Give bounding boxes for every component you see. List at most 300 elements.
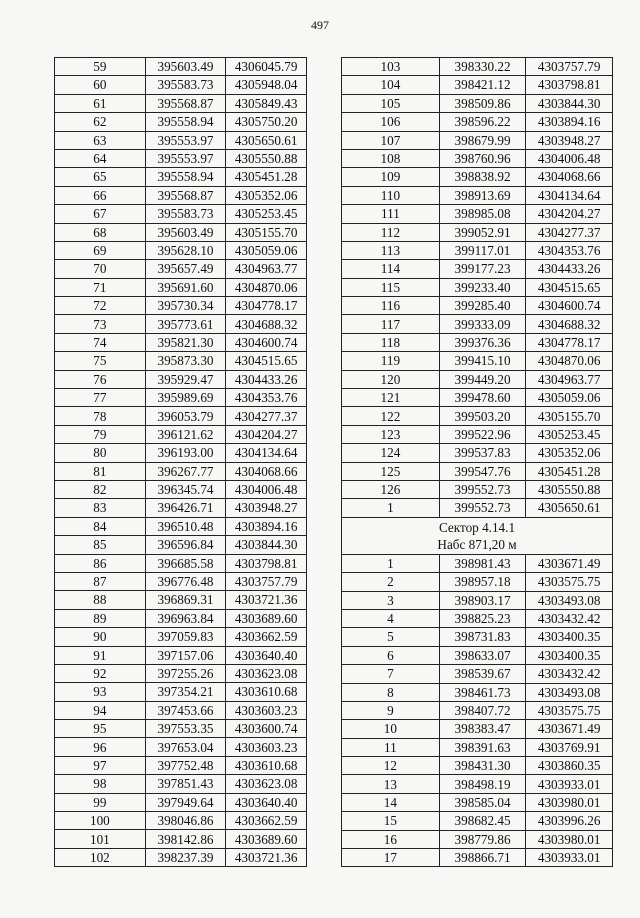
table-row [342,425,613,443]
table-row [342,333,613,351]
point-number-cell: 114 [342,260,440,278]
x-coordinate-cell: 398391.63 [439,738,526,756]
y-coordinate-cell: 4306045.79 [226,58,307,76]
table-row [342,444,613,462]
x-coordinate-cell: 398682.45 [439,812,526,830]
table-row [55,278,307,296]
y-coordinate-cell: 4303721.36 [226,848,307,866]
x-coordinate-cell: 399415.10 [439,352,526,370]
point-number-cell: 79 [55,425,146,443]
y-coordinate-cell: 4304778.17 [226,297,307,315]
point-number-cell: 93 [55,683,146,701]
point-number-cell: 88 [55,591,146,609]
y-coordinate-cell: 4303980.01 [526,830,613,848]
point-number-cell: 123 [342,425,440,443]
x-coordinate-cell: 395583.73 [145,76,226,94]
x-coordinate-cell: 398633.07 [439,646,526,664]
x-coordinate-cell: 398142.86 [145,830,226,848]
point-number-cell: 105 [342,94,440,112]
y-coordinate-cell: 4303894.16 [526,113,613,131]
x-coordinate-cell: 399376.36 [439,333,526,351]
table-row [342,260,613,278]
y-coordinate-cell: 4305155.70 [526,407,613,425]
y-coordinate-cell: 4303671.49 [526,554,613,572]
point-number-cell: 67 [55,205,146,223]
y-coordinate-cell: 4304870.06 [526,352,613,370]
table-row [55,94,307,112]
x-coordinate-cell: 395558.94 [145,113,226,131]
point-number-cell: 97 [55,756,146,774]
point-number-cell: 5 [342,628,440,646]
table-row [342,830,613,848]
point-number-cell: 64 [55,149,146,167]
point-number-cell: 111 [342,205,440,223]
x-coordinate-cell: 397553.35 [145,720,226,738]
y-coordinate-cell: 4303610.68 [226,756,307,774]
table-row [342,665,613,683]
x-coordinate-cell: 397851.43 [145,775,226,793]
x-coordinate-cell: 395821.30 [145,333,226,351]
x-coordinate-cell: 395603.49 [145,223,226,241]
point-number-cell: 78 [55,407,146,425]
x-coordinate-cell: 398838.92 [439,168,526,186]
table-row [55,205,307,223]
x-coordinate-cell: 398679.99 [439,131,526,149]
point-number-cell: 108 [342,149,440,167]
point-number-cell: 9 [342,701,440,719]
x-coordinate-cell: 395583.73 [145,205,226,223]
y-coordinate-cell: 4304277.37 [526,223,613,241]
table-row [55,186,307,204]
table-row [55,628,307,646]
table-row [342,407,613,425]
point-number-cell: 70 [55,260,146,278]
y-coordinate-cell: 4303689.60 [226,609,307,627]
y-coordinate-cell: 4305155.70 [226,223,307,241]
point-number-cell: 115 [342,278,440,296]
table-row [55,425,307,443]
x-coordinate-cell: 399503.20 [439,407,526,425]
y-coordinate-cell: 4303575.75 [526,573,613,591]
x-coordinate-cell: 397255.26 [145,664,226,682]
y-coordinate-cell: 4304068.66 [226,462,307,480]
x-coordinate-cell: 398825.23 [439,609,526,627]
x-coordinate-cell: 395873.30 [145,352,226,370]
table-row [342,297,613,315]
x-coordinate-cell: 398779.86 [439,830,526,848]
table-row [342,241,613,259]
x-coordinate-cell: 399478.60 [439,389,526,407]
y-coordinate-cell: 4305253.45 [526,425,613,443]
x-coordinate-cell: 398407.72 [439,701,526,719]
x-coordinate-cell: 397453.66 [145,701,226,719]
point-number-cell: 17 [342,849,440,867]
x-coordinate-cell: 395989.69 [145,389,226,407]
x-coordinate-cell: 398866.71 [439,849,526,867]
x-coordinate-cell: 395568.87 [145,94,226,112]
y-coordinate-cell: 4303894.16 [226,517,307,535]
x-coordinate-cell: 396596.84 [145,536,226,554]
table-row [342,223,613,241]
y-coordinate-cell: 4304353.76 [526,241,613,259]
y-coordinate-cell: 4303948.27 [526,131,613,149]
table-row [55,591,307,609]
table-row [342,499,613,517]
point-number-cell: 85 [55,536,146,554]
y-coordinate-cell: 4303400.35 [526,628,613,646]
y-coordinate-cell: 4303844.30 [526,94,613,112]
table-row [342,793,613,811]
y-coordinate-cell: 4304870.06 [226,278,307,296]
table-row [55,241,307,259]
x-coordinate-cell: 398046.86 [145,812,226,830]
x-coordinate-cell: 399552.73 [439,499,526,517]
point-number-cell: 12 [342,757,440,775]
point-number-cell: 69 [55,241,146,259]
x-coordinate-cell: 399285.40 [439,297,526,315]
y-coordinate-cell: 4303860.35 [526,757,613,775]
table-row [342,462,613,480]
table-row [342,738,613,756]
x-coordinate-cell: 398498.19 [439,775,526,793]
point-number-cell: 100 [55,812,146,830]
y-coordinate-cell: 4303689.60 [226,830,307,848]
y-coordinate-cell: 4304204.27 [226,425,307,443]
x-coordinate-cell: 398431.30 [439,757,526,775]
y-coordinate-cell: 4305059.06 [226,241,307,259]
table-row [55,793,307,811]
y-coordinate-cell: 4304600.74 [526,297,613,315]
point-number-cell: 112 [342,223,440,241]
y-coordinate-cell: 4303662.59 [226,812,307,830]
y-coordinate-cell: 4305451.28 [226,168,307,186]
y-coordinate-cell: 4304688.32 [526,315,613,333]
point-number-cell: 60 [55,76,146,94]
point-number-cell: 125 [342,462,440,480]
y-coordinate-cell: 4305059.06 [526,389,613,407]
table-row [342,168,613,186]
point-number-cell: 65 [55,168,146,186]
x-coordinate-cell: 395730.34 [145,297,226,315]
y-coordinate-cell: 4303933.01 [526,775,613,793]
y-coordinate-cell: 4303603.23 [226,701,307,719]
y-coordinate-cell: 4303640.40 [226,793,307,811]
table-row [55,352,307,370]
y-coordinate-cell: 4303933.01 [526,849,613,867]
point-number-cell: 16 [342,830,440,848]
x-coordinate-cell: 398509.86 [439,94,526,112]
table-row [55,536,307,554]
x-coordinate-cell: 396121.62 [145,425,226,443]
y-coordinate-cell: 4304134.64 [226,444,307,462]
point-number-cell: 68 [55,223,146,241]
point-number-cell: 103 [342,58,440,76]
point-number-cell: 109 [342,168,440,186]
y-coordinate-cell: 4304433.26 [226,370,307,388]
point-number-cell: 91 [55,646,146,664]
y-coordinate-cell: 4305451.28 [526,462,613,480]
y-coordinate-cell: 4303600.74 [226,720,307,738]
table-row [55,830,307,848]
table-row [342,76,613,94]
x-coordinate-cell: 398383.47 [439,720,526,738]
y-coordinate-cell: 4305650.61 [226,131,307,149]
x-coordinate-cell: 398596.22 [439,113,526,131]
point-number-cell: 6 [342,646,440,664]
table-row [342,849,613,867]
table-row [342,775,613,793]
point-number-cell: 73 [55,315,146,333]
point-number-cell: 8 [342,683,440,701]
x-coordinate-cell: 395628.10 [145,241,226,259]
y-coordinate-cell: 4304688.32 [226,315,307,333]
x-coordinate-cell: 395929.47 [145,370,226,388]
table-row [55,480,307,498]
table-row [55,720,307,738]
table-row [55,223,307,241]
table-row [55,444,307,462]
x-coordinate-cell: 395553.97 [145,131,226,149]
x-coordinate-cell: 398421.12 [439,76,526,94]
table-row [55,646,307,664]
y-coordinate-cell: 4305750.20 [226,113,307,131]
point-number-cell: 126 [342,480,440,498]
table-row [55,462,307,480]
table-row [55,701,307,719]
y-coordinate-cell: 4304006.48 [526,149,613,167]
point-number-cell: 118 [342,333,440,351]
table-row [55,554,307,572]
y-coordinate-cell: 4303757.79 [526,58,613,76]
table-row [55,609,307,627]
y-coordinate-cell: 4303493.08 [526,591,613,609]
y-coordinate-cell: 4303623.08 [226,775,307,793]
y-coordinate-cell: 4303575.75 [526,701,613,719]
table-row [342,573,613,591]
coordinates-table-left [54,57,307,867]
table-row [342,609,613,627]
point-number-cell: 101 [55,830,146,848]
y-coordinate-cell: 4303493.08 [526,683,613,701]
x-coordinate-cell: 399552.73 [439,480,526,498]
x-coordinate-cell: 397653.04 [145,738,226,756]
x-coordinate-cell: 398903.17 [439,591,526,609]
y-coordinate-cell: 4304433.26 [526,260,613,278]
y-coordinate-cell: 4305352.06 [226,186,307,204]
point-number-cell: 113 [342,241,440,259]
x-coordinate-cell: 397752.48 [145,756,226,774]
table-row [342,352,613,370]
x-coordinate-cell: 395568.87 [145,186,226,204]
point-number-cell: 10 [342,720,440,738]
point-number-cell: 83 [55,499,146,517]
table-row [342,94,613,112]
x-coordinate-cell: 398461.73 [439,683,526,701]
point-number-cell: 86 [55,554,146,572]
x-coordinate-cell: 398237.39 [145,848,226,866]
table-row [55,683,307,701]
point-number-cell: 66 [55,186,146,204]
point-number-cell: 90 [55,628,146,646]
point-number-cell: 122 [342,407,440,425]
x-coordinate-cell: 396053.79 [145,407,226,425]
table-row [55,113,307,131]
table-row [342,757,613,775]
x-coordinate-cell: 399333.09 [439,315,526,333]
x-coordinate-cell: 398330.22 [439,58,526,76]
table-row [342,370,613,388]
y-coordinate-cell: 4304068.66 [526,168,613,186]
x-coordinate-cell: 395553.97 [145,149,226,167]
y-coordinate-cell: 4305948.04 [226,76,307,94]
x-coordinate-cell: 396193.00 [145,444,226,462]
x-coordinate-cell: 399052.91 [439,223,526,241]
table-row [55,333,307,351]
table-row [55,315,307,333]
table-row [55,738,307,756]
table-row [55,131,307,149]
x-coordinate-cell: 398760.96 [439,149,526,167]
y-coordinate-cell: 4303400.35 [526,646,613,664]
y-coordinate-cell: 4305253.45 [226,205,307,223]
point-number-cell: 96 [55,738,146,756]
point-number-cell: 87 [55,572,146,590]
table-row [342,149,613,167]
x-coordinate-cell: 396869.31 [145,591,226,609]
table-row [342,186,613,204]
point-number-cell: 121 [342,389,440,407]
x-coordinate-cell: 399547.76 [439,462,526,480]
y-coordinate-cell: 4304963.77 [526,370,613,388]
table-row [55,389,307,407]
x-coordinate-cell: 396776.48 [145,572,226,590]
x-coordinate-cell: 396685.58 [145,554,226,572]
x-coordinate-cell: 395773.61 [145,315,226,333]
table-row [55,848,307,866]
y-coordinate-cell: 4303996.26 [526,812,613,830]
point-number-cell: 74 [55,333,146,351]
x-coordinate-cell: 395603.49 [145,58,226,76]
point-number-cell: 4 [342,609,440,627]
table-row [342,812,613,830]
y-coordinate-cell: 4305550.88 [526,480,613,498]
point-number-cell: 102 [55,848,146,866]
y-coordinate-cell: 4304277.37 [226,407,307,425]
point-number-cell: 110 [342,186,440,204]
point-number-cell: 82 [55,480,146,498]
table-row [55,76,307,94]
x-coordinate-cell: 398731.83 [439,628,526,646]
table-row [342,315,613,333]
y-coordinate-cell: 4303769.91 [526,738,613,756]
y-coordinate-cell: 4304515.65 [226,352,307,370]
x-coordinate-cell: 396267.77 [145,462,226,480]
point-number-cell: 1 [342,499,440,517]
table-row [342,389,613,407]
table-row [55,407,307,425]
point-number-cell: 76 [55,370,146,388]
table-row [55,297,307,315]
table-row [55,499,307,517]
table-row [342,683,613,701]
point-number-cell: 116 [342,297,440,315]
table-row [55,370,307,388]
y-coordinate-cell: 4303844.30 [226,536,307,554]
table-row [342,591,613,609]
x-coordinate-cell: 396345.74 [145,480,226,498]
page-number: 497 [311,18,329,32]
x-coordinate-cell: 398913.69 [439,186,526,204]
y-coordinate-cell: 4304006.48 [226,480,307,498]
y-coordinate-cell: 4303948.27 [226,499,307,517]
y-coordinate-cell: 4304353.76 [226,389,307,407]
point-number-cell: 98 [55,775,146,793]
y-coordinate-cell: 4303757.79 [226,572,307,590]
y-coordinate-cell: 4303432.42 [526,609,613,627]
y-coordinate-cell: 4303603.23 [226,738,307,756]
y-coordinate-cell: 4303640.40 [226,646,307,664]
table-row [342,131,613,149]
table-row [342,554,613,572]
table-row [55,664,307,682]
table-row [342,646,613,664]
point-number-cell: 92 [55,664,146,682]
x-coordinate-cell: 399449.20 [439,370,526,388]
table-row [55,572,307,590]
y-coordinate-cell: 4303610.68 [226,683,307,701]
x-coordinate-cell: 397059.83 [145,628,226,646]
point-number-cell: 77 [55,389,146,407]
y-coordinate-cell: 4305352.06 [526,444,613,462]
x-coordinate-cell: 395691.60 [145,278,226,296]
point-number-cell: 106 [342,113,440,131]
table-row [342,720,613,738]
x-coordinate-cell: 397157.06 [145,646,226,664]
point-number-cell: 99 [55,793,146,811]
table-row [55,517,307,535]
y-coordinate-cell: 4305650.61 [526,499,613,517]
x-coordinate-cell: 397354.21 [145,683,226,701]
x-coordinate-cell: 395558.94 [145,168,226,186]
x-coordinate-cell: 399522.96 [439,425,526,443]
sector-subtitle: Набс 871,20 м [437,536,517,552]
point-number-cell: 7 [342,665,440,683]
x-coordinate-cell: 399117.01 [439,241,526,259]
x-coordinate-cell: 399537.83 [439,444,526,462]
table-row [55,756,307,774]
table-row [55,775,307,793]
point-number-cell: 63 [55,131,146,149]
table-row [342,480,613,498]
point-number-cell: 11 [342,738,440,756]
point-number-cell: 80 [55,444,146,462]
y-coordinate-cell: 4303432.42 [526,665,613,683]
point-number-cell: 14 [342,793,440,811]
point-number-cell: 3 [342,591,440,609]
x-coordinate-cell: 398585.04 [439,793,526,811]
x-coordinate-cell: 396963.84 [145,609,226,627]
coordinates-table-right [341,57,613,867]
sector-title: Сектор 4.14.1 [438,519,516,535]
table-row [342,58,613,76]
point-number-cell: 59 [55,58,146,76]
y-coordinate-cell: 4304600.74 [226,333,307,351]
table-row [55,260,307,278]
y-coordinate-cell: 4303623.08 [226,664,307,682]
sector-header [342,517,613,554]
x-coordinate-cell: 398957.18 [439,573,526,591]
point-number-cell: 1 [342,554,440,572]
